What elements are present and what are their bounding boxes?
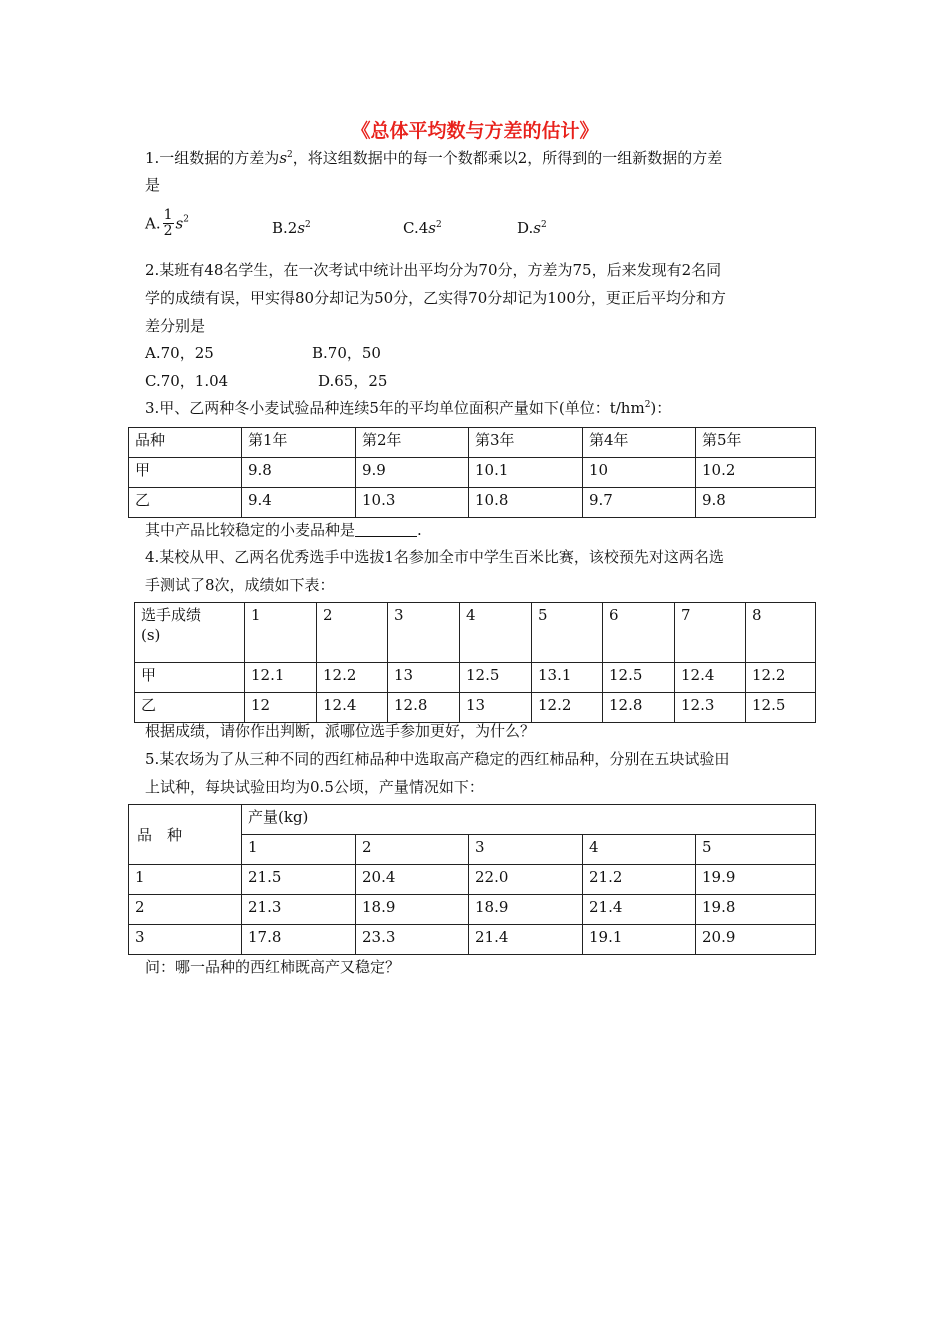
q1-option-a: [145, 208, 189, 244]
table-cell: 13: [388, 663, 460, 693]
table-cell: 12.2: [746, 663, 816, 693]
q2-line-1: 2.某班有48名学生，在一次考试中统计出平均分为70分，方差为75，后来发现有2名同: [145, 261, 722, 279]
table-cell: 19.1: [583, 925, 696, 955]
table-cell: 12.5: [460, 663, 532, 693]
q5-line-2: 上试种，每块试验田均为0.5公顷，产量情况如下：: [145, 778, 484, 796]
table-cell: 13.1: [532, 663, 603, 693]
header-cell: 4: [460, 603, 532, 663]
header-cell: 5: [532, 603, 603, 663]
q1-stem: [145, 148, 722, 168]
header-cell: 品种: [129, 428, 242, 458]
table-cell: 9.4: [242, 488, 356, 518]
table-cell: 12.4: [675, 663, 746, 693]
header-cell: 8: [746, 603, 816, 663]
table-cell: 19.8: [696, 895, 816, 925]
table-cell: 甲: [129, 458, 242, 488]
table-cell: 21.4: [469, 925, 583, 955]
q2-line-3: 差分别是: [145, 317, 206, 335]
q1-opt-a-fraction: [163, 208, 174, 239]
table-cell: 乙: [135, 693, 245, 723]
wheat-yield-table: [128, 427, 816, 518]
table-cell: 10.2: [696, 458, 816, 488]
table-row: [135, 663, 816, 693]
table-cell: 13: [460, 693, 532, 723]
q1-option-b: [272, 218, 311, 238]
table-cell: 19.9: [696, 865, 816, 895]
q3-question: [145, 520, 422, 540]
q2-option-a: A.70，25: [145, 344, 214, 362]
q1-opt-a-den: 2: [163, 223, 173, 239]
header-cell: 第5年: [696, 428, 816, 458]
q3-stem: [145, 398, 671, 418]
table-cell: 1: [129, 865, 242, 895]
header-cell: [135, 603, 245, 663]
table-cell: 22.0: [469, 865, 583, 895]
table-row: [129, 458, 816, 488]
header-cell: 1: [245, 603, 317, 663]
q1-var: s: [279, 149, 288, 167]
sprint-results-table: [134, 602, 816, 723]
q4-question: 根据成绩，请你作出判断，派哪位选手参加更好，为什么？: [145, 722, 536, 740]
q5-line-1: 5.某农场为了从三种不同的西红柿品种中选取高产稳定的西红柿品种，分别在五块试验田: [145, 750, 730, 768]
tomato-yield-table: [128, 804, 816, 955]
table-cell: 3: [129, 925, 242, 955]
table-header-row: [129, 805, 816, 835]
table-cell: 10: [583, 458, 696, 488]
q1-opt-c-exp: 2: [435, 220, 442, 230]
yield-header: 产量(kg): [242, 805, 816, 835]
table-cell: 21.3: [242, 895, 356, 925]
table-cell: 甲: [135, 663, 245, 693]
q5-question: 问：哪一品种的西红柿既高产又稳定？: [145, 958, 401, 976]
header-cell: 第4年: [583, 428, 696, 458]
header-cell: 第3年: [469, 428, 583, 458]
q1-opt-c-var: s: [428, 219, 436, 237]
header-cell: 5: [696, 835, 816, 865]
table-cell: 9.9: [356, 458, 469, 488]
table-cell: 12.5: [746, 693, 816, 723]
q1-opt-d-label: D.: [517, 219, 534, 237]
table-cell: 21.2: [583, 865, 696, 895]
table-cell: 9.7: [583, 488, 696, 518]
q3-question-a: 其中产品比较稳定的小麦品种是: [145, 521, 356, 539]
q1-opt-b-var: s: [297, 219, 306, 237]
q4-line-1: 4.某校从甲、乙两名优秀选手中选拔1名参加全市中学生百米比赛，该校预先对这两名选: [145, 548, 724, 566]
table-cell: 18.9: [469, 895, 583, 925]
q3-stem-b: )：: [650, 399, 672, 417]
header-unit: (s): [141, 626, 161, 644]
q1-exp: 2: [287, 150, 293, 160]
variety-header: 品 种: [129, 805, 242, 865]
table-cell: 2: [129, 895, 242, 925]
table-cell: 12.2: [532, 693, 603, 723]
table-row: [129, 488, 816, 518]
table-cell: 18.9: [356, 895, 469, 925]
table-cell: 20.9: [696, 925, 816, 955]
table-cell: 12.1: [245, 663, 317, 693]
table-row: [129, 865, 816, 895]
q1-option-c: [403, 218, 442, 238]
header-cell: 2: [317, 603, 388, 663]
table-cell: 12: [245, 693, 317, 723]
q1-option-d: [517, 218, 547, 238]
table-cell: 10.3: [356, 488, 469, 518]
table-cell: 10.8: [469, 488, 583, 518]
header-cell: 1: [242, 835, 356, 865]
table-cell: 10.1: [469, 458, 583, 488]
header-cell: 第1年: [242, 428, 356, 458]
q1-opt-a-var: s: [175, 214, 184, 233]
page-title: 《总体平均数与方差的估计》: [351, 120, 599, 142]
header-label: 选手成绩: [141, 606, 202, 624]
table-header-row: [129, 428, 816, 458]
q2-option-d: D.65，25: [318, 372, 388, 390]
header-cell: 6: [603, 603, 675, 663]
table-cell: 12.8: [603, 693, 675, 723]
header-cell: 2: [356, 835, 469, 865]
q2-option-b: B.70，50: [312, 344, 381, 362]
header-cell: 3: [469, 835, 583, 865]
q3-question-b: .: [417, 521, 422, 539]
table-cell: 23.3: [356, 925, 469, 955]
header-cell: 4: [583, 835, 696, 865]
header-cell: 3: [388, 603, 460, 663]
q1-opt-c-label: C.4: [403, 219, 429, 237]
table-cell: 乙: [129, 488, 242, 518]
table-cell: 21.5: [242, 865, 356, 895]
answer-blank: [355, 522, 417, 537]
q1-stem-b: ，将这组数据中的每一个数都乘以2，所得到的一组新数据的方差: [292, 149, 723, 167]
table-row: [135, 693, 816, 723]
q2-line-2: 学的成绩有误，甲实得80分却记为50分，乙实得70分却记为100分，更正后平均分和方: [145, 289, 726, 307]
q1-opt-d-var: s: [533, 219, 541, 237]
table-cell: 17.8: [242, 925, 356, 955]
q1-opt-b-exp: 2: [305, 220, 311, 230]
q2-option-c: C.70，1.04: [145, 372, 229, 390]
table-cell: 12.2: [317, 663, 388, 693]
table-row: [129, 895, 816, 925]
table-cell: 12.8: [388, 693, 460, 723]
table-header-row: [135, 603, 816, 663]
q3-stem-exp: 2: [644, 400, 651, 410]
table-row: [129, 925, 816, 955]
table-cell: 9.8: [242, 458, 356, 488]
table-cell: 12.3: [675, 693, 746, 723]
table-cell: 9.8: [696, 488, 816, 518]
table-cell: 21.4: [583, 895, 696, 925]
q1-opt-a-label: A.: [145, 214, 161, 233]
q3-stem-a: 3.甲、乙两种冬小麦试验品种连续5年的平均单位面积产量如下(单位：t/hm: [145, 399, 645, 417]
q1-opt-d-exp: 2: [540, 220, 547, 230]
header-cell: 7: [675, 603, 746, 663]
q1-opt-b-label: B.2: [272, 219, 298, 237]
q1-stem-a: 1.一组数据的方差为: [145, 149, 280, 167]
table-cell: 20.4: [356, 865, 469, 895]
q1-opt-a-exp: 2: [183, 214, 189, 225]
q1-opt-a-num: 1: [163, 207, 173, 223]
q1-stem-c: 是: [145, 176, 161, 194]
header-cell: 第2年: [356, 428, 469, 458]
table-cell: 12.4: [317, 693, 388, 723]
q4-line-2: 手测试了8次，成绩如下表：: [145, 576, 335, 594]
table-cell: 12.5: [603, 663, 675, 693]
